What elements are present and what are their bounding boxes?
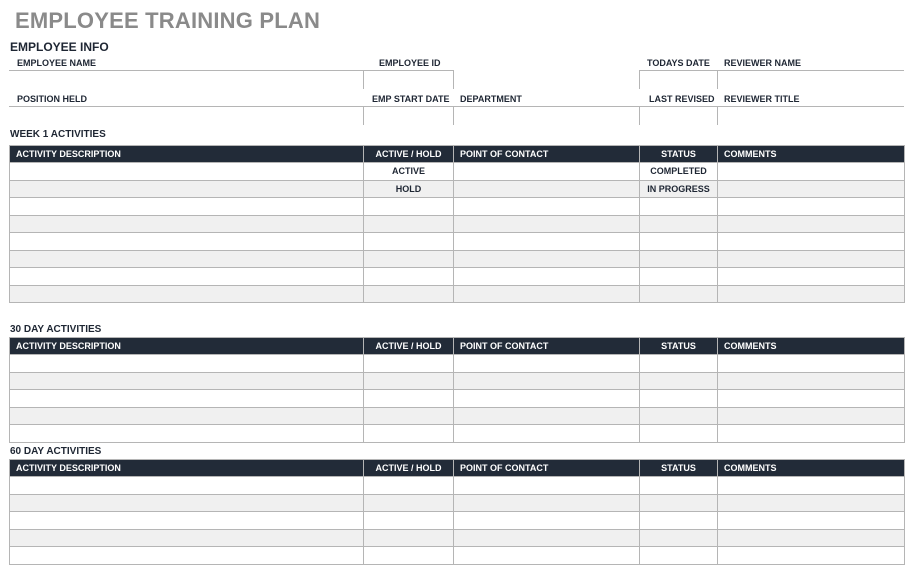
cell-active-hold[interactable] (364, 372, 454, 390)
cell-point-of-contact[interactable] (454, 180, 640, 198)
cell-active-hold[interactable] (364, 407, 454, 425)
cell-comments[interactable] (718, 494, 905, 512)
cell-active-hold[interactable] (364, 285, 454, 303)
cell-active-hold[interactable] (364, 250, 454, 268)
divider (717, 70, 718, 89)
cell-status[interactable]: IN PROGRESS (640, 180, 718, 198)
divider (640, 70, 904, 71)
cell-status[interactable] (640, 494, 718, 512)
cell-activity-description[interactable] (10, 250, 364, 268)
reviewer-title-field[interactable] (718, 106, 904, 125)
table-row (10, 425, 905, 443)
column-header-point-of-contact: POINT OF CONTACT (454, 460, 640, 477)
cell-point-of-contact[interactable] (454, 215, 640, 233)
cell-active-hold[interactable] (364, 477, 454, 495)
position-held-label: POSITION HELD (17, 94, 88, 104)
divider (453, 70, 454, 89)
cell-comments[interactable] (718, 233, 905, 251)
column-header-active-hold: ACTIVE / HOLD (364, 146, 454, 163)
cell-comments[interactable] (718, 163, 905, 181)
column-header-comments: COMMENTS (718, 338, 905, 355)
reviewer-name-field[interactable] (718, 70, 904, 89)
section-title-week1: WEEK 1 ACTIVITIES (10, 129, 106, 140)
cell-activity-description[interactable] (10, 268, 364, 286)
cell-activity-description[interactable] (10, 547, 364, 565)
cell-activity-description[interactable] (10, 512, 364, 530)
cell-activity-description[interactable] (10, 407, 364, 425)
column-header-active-hold: ACTIVE / HOLD (364, 338, 454, 355)
cell-point-of-contact[interactable] (454, 163, 640, 181)
table-row (10, 407, 905, 425)
divider (9, 70, 454, 71)
cell-status[interactable] (640, 390, 718, 408)
table-row (10, 355, 905, 373)
cell-activity-description[interactable] (10, 372, 364, 390)
table-row (10, 547, 905, 565)
cell-comments[interactable] (718, 215, 905, 233)
cell-point-of-contact[interactable] (454, 198, 640, 216)
cell-activity-description[interactable] (10, 285, 364, 303)
cell-comments[interactable] (718, 355, 905, 373)
cell-activity-description[interactable] (10, 163, 364, 181)
cell-active-hold[interactable] (364, 215, 454, 233)
cell-activity-description[interactable] (10, 215, 364, 233)
table-header-row (10, 146, 905, 163)
table-row (10, 215, 905, 233)
cell-point-of-contact[interactable] (454, 512, 640, 530)
table-row (10, 285, 905, 303)
cell-activity-description[interactable] (10, 390, 364, 408)
column-header-comments: COMMENTS (718, 460, 905, 477)
position-held-field[interactable] (9, 106, 363, 125)
table-row (10, 268, 905, 286)
cell-status[interactable] (640, 372, 718, 390)
cell-activity-description[interactable] (10, 477, 364, 495)
employee-name-field[interactable] (9, 70, 363, 89)
table-row (10, 180, 905, 198)
cell-status[interactable] (640, 268, 718, 286)
column-header-status: STATUS (640, 338, 718, 355)
cell-active-hold[interactable]: HOLD (364, 180, 454, 198)
cell-active-hold[interactable] (364, 233, 454, 251)
cell-status[interactable] (640, 547, 718, 565)
cell-status[interactable]: COMPLETED (640, 163, 718, 181)
cell-activity-description[interactable] (10, 355, 364, 373)
cell-point-of-contact[interactable] (454, 425, 640, 443)
cell-activity-description[interactable] (10, 198, 364, 216)
cell-active-hold[interactable] (364, 494, 454, 512)
cell-comments[interactable] (718, 198, 905, 216)
day30-activities-table (9, 337, 905, 443)
cell-active-hold[interactable] (364, 512, 454, 530)
cell-comments[interactable] (718, 407, 905, 425)
cell-active-hold[interactable] (364, 425, 454, 443)
cell-comments[interactable] (718, 425, 905, 443)
column-header-point-of-contact: POINT OF CONTACT (454, 146, 640, 163)
table-row (10, 372, 905, 390)
last-revised-label: LAST REVISED (649, 94, 715, 104)
cell-activity-description[interactable] (10, 425, 364, 443)
cell-point-of-contact[interactable] (454, 477, 640, 495)
cell-status[interactable] (640, 198, 718, 216)
column-header-activity-description: ACTIVITY DESCRIPTION (10, 146, 364, 163)
day60-activities-table (9, 459, 905, 565)
table-header-row (10, 460, 905, 477)
column-header-status: STATUS (640, 460, 718, 477)
cell-point-of-contact[interactable] (454, 529, 640, 547)
last-revised-field[interactable] (640, 106, 717, 125)
column-header-comments: COMMENTS (718, 146, 905, 163)
divider (363, 70, 364, 89)
cell-activity-description[interactable] (10, 494, 364, 512)
cell-status[interactable] (640, 250, 718, 268)
cell-comments[interactable] (718, 285, 905, 303)
employee-id-field[interactable] (364, 70, 453, 89)
column-header-status: STATUS (640, 146, 718, 163)
emp-start-date-label: EMP START DATE (372, 94, 450, 104)
divider (639, 70, 640, 89)
cell-point-of-contact[interactable] (454, 494, 640, 512)
cell-point-of-contact[interactable] (454, 233, 640, 251)
cell-status[interactable] (640, 477, 718, 495)
section-title-60day: 60 DAY ACTIVITIES (10, 446, 102, 457)
cell-status[interactable] (640, 233, 718, 251)
table-row (10, 250, 905, 268)
cell-comments[interactable] (718, 547, 905, 565)
table-row (10, 233, 905, 251)
cell-comments[interactable] (718, 250, 905, 268)
table-row (10, 390, 905, 408)
table-row (10, 512, 905, 530)
cell-point-of-contact[interactable] (454, 250, 640, 268)
cell-comments[interactable] (718, 529, 905, 547)
table-row (10, 477, 905, 495)
divider (363, 106, 364, 125)
cell-point-of-contact[interactable] (454, 547, 640, 565)
table-row (10, 494, 905, 512)
cell-point-of-contact[interactable] (454, 355, 640, 373)
cell-active-hold[interactable] (364, 268, 454, 286)
cell-activity-description[interactable] (10, 233, 364, 251)
cell-activity-description[interactable] (10, 180, 364, 198)
cell-comments[interactable] (718, 477, 905, 495)
column-header-active-hold: ACTIVE / HOLD (364, 460, 454, 477)
cell-status[interactable] (640, 529, 718, 547)
cell-comments[interactable] (718, 512, 905, 530)
table-header-row (10, 338, 905, 355)
cell-active-hold[interactable] (364, 547, 454, 565)
cell-point-of-contact[interactable] (454, 407, 640, 425)
cell-comments[interactable] (718, 390, 905, 408)
table-row (10, 163, 905, 181)
cell-status[interactable] (640, 215, 718, 233)
cell-active-hold[interactable] (364, 355, 454, 373)
cell-comments[interactable] (718, 268, 905, 286)
reviewer-title-label: REVIEWER TITLE (724, 94, 800, 104)
week1-activities-table (9, 145, 905, 303)
employee-id-label: EMPLOYEE ID (379, 58, 441, 68)
cell-point-of-contact[interactable] (454, 390, 640, 408)
page-title: EMPLOYEE TRAINING PLAN (15, 8, 321, 33)
cell-status[interactable] (640, 355, 718, 373)
cell-activity-description[interactable] (10, 529, 364, 547)
department-field[interactable] (454, 106, 639, 125)
cell-active-hold[interactable]: ACTIVE (364, 163, 454, 181)
cell-point-of-contact[interactable] (454, 285, 640, 303)
reviewer-name-label: REVIEWER NAME (724, 58, 802, 68)
table-row (10, 198, 905, 216)
column-header-activity-description: ACTIVITY DESCRIPTION (10, 460, 364, 477)
cell-active-hold[interactable] (364, 198, 454, 216)
department-label: DEPARTMENT (460, 94, 522, 104)
section-title-30day: 30 DAY ACTIVITIES (10, 324, 102, 335)
cell-point-of-contact[interactable] (454, 372, 640, 390)
employee-info-heading: EMPLOYEE INFO (10, 40, 109, 54)
emp-start-date-field[interactable] (364, 106, 453, 125)
cell-active-hold[interactable] (364, 390, 454, 408)
divider (9, 106, 904, 107)
divider (639, 106, 640, 125)
column-header-activity-description: ACTIVITY DESCRIPTION (10, 338, 364, 355)
cell-status[interactable] (640, 285, 718, 303)
todays-date-field[interactable] (640, 70, 717, 89)
cell-point-of-contact[interactable] (454, 268, 640, 286)
cell-status[interactable] (640, 512, 718, 530)
todays-date-label: TODAYS DATE (647, 58, 710, 68)
table-row (10, 529, 905, 547)
cell-status[interactable] (640, 425, 718, 443)
column-header-point-of-contact: POINT OF CONTACT (454, 338, 640, 355)
cell-comments[interactable] (718, 180, 905, 198)
divider (717, 106, 718, 125)
cell-comments[interactable] (718, 372, 905, 390)
divider (453, 106, 454, 125)
cell-active-hold[interactable] (364, 529, 454, 547)
employee-name-label: EMPLOYEE NAME (17, 58, 97, 68)
cell-status[interactable] (640, 407, 718, 425)
